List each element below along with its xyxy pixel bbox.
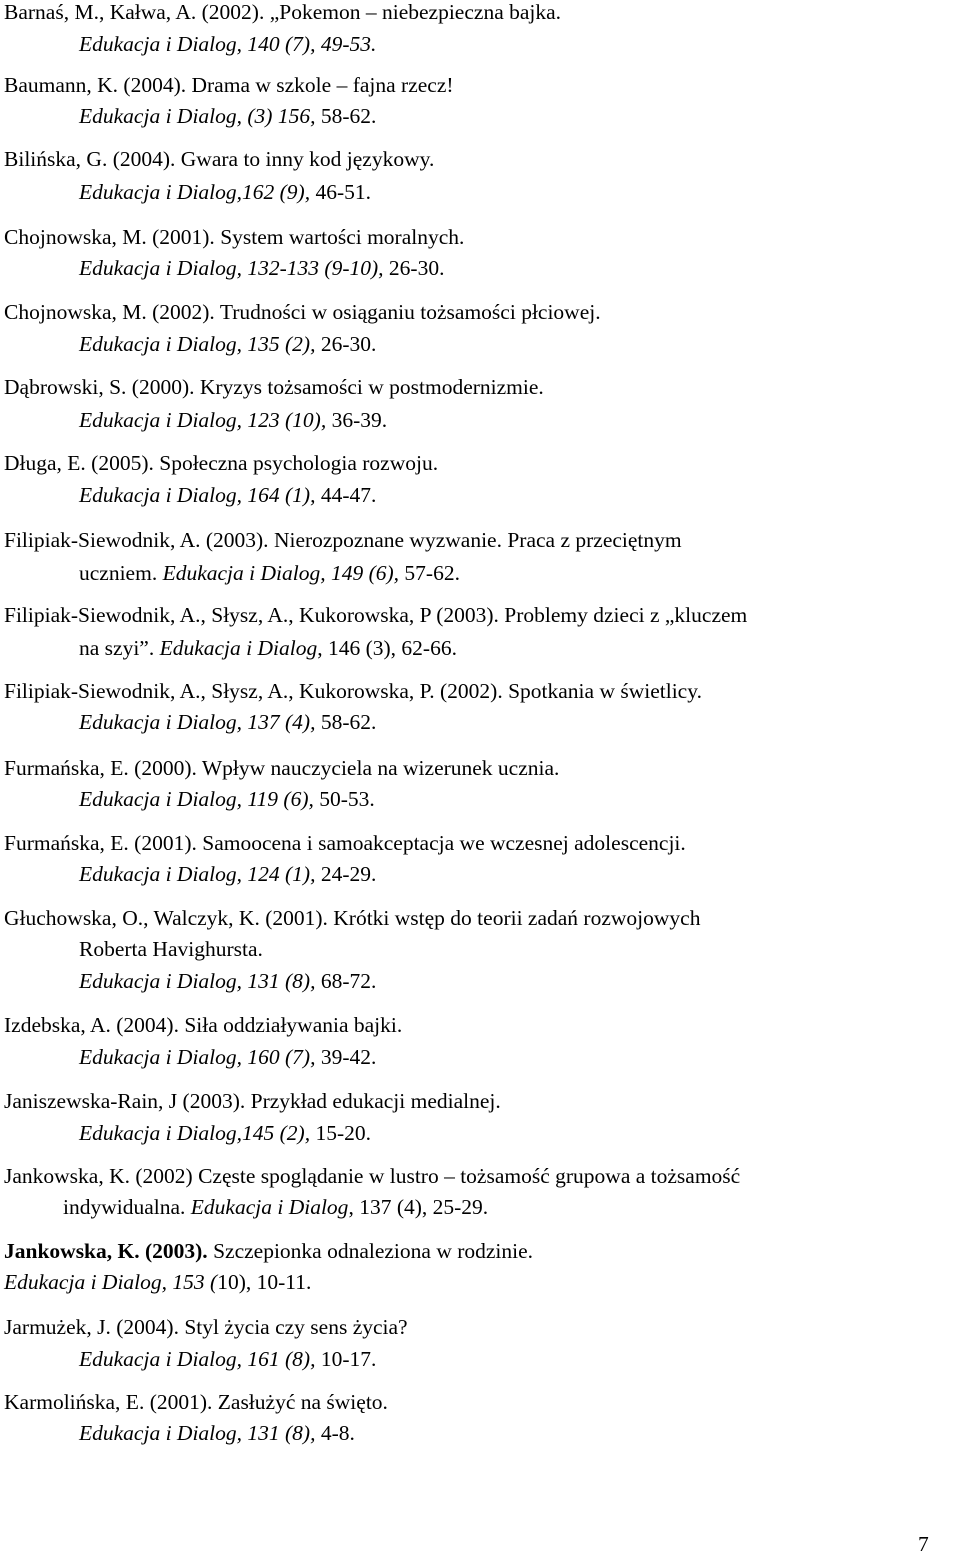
reference-8-line-2: uczniem. Edukacja i Dialog, 149 (6), 57-62. <box>79 561 460 585</box>
reference-4-line-1: Chojnowska, M. (2001). System wartości moralnych. <box>4 225 465 249</box>
reference-6-line-1: Dąbrowski, S. (2000). Kryzys tożsamości w postmodernizmie. <box>4 375 544 399</box>
reference-19-line-1: Karmolińska, E. (2001). Zasłużyć na święto. <box>4 1390 388 1414</box>
reference-3-line-1: Bilińska, G. (2004). Gwara to inny kod językowy. <box>4 147 435 171</box>
reference-9-line-2: na szyi”. Edukacja i Dialog, 146 (3), 62-66. <box>79 636 457 660</box>
reference-1-line-2: Edukacja i Dialog, 140 (7), 49-53. <box>79 32 377 56</box>
reference-18-line-2: Edukacja i Dialog, 161 (8), 10-17. <box>79 1347 377 1371</box>
reference-16-line-1: Jankowska, K. (2002) Częste spoglądanie w lustro – tożsamość grupowa a tożsamość <box>4 1164 741 1188</box>
reference-1-line-1: Barnaś, M., Kałwa, A. (2002). „Pokemon – niebezpieczna bajka. <box>4 0 562 24</box>
reference-13-line-2: Roberta Havighursta. <box>79 937 263 961</box>
reference-15-line-1: Janiszewska-Rain, J (2003). Przykład edukacji medialnej. <box>4 1089 501 1113</box>
reference-13-line-3: Edukacja i Dialog, 131 (8), 68-72. <box>79 969 377 993</box>
reference-5-line-2: Edukacja i Dialog, 135 (2), 26-30. <box>79 332 377 356</box>
reference-12-line-2: Edukacja i Dialog, 124 (1), 24-29. <box>79 862 377 886</box>
reference-18-line-1: Jarmużek, J. (2004). Styl życia czy sens życia? <box>4 1315 408 1339</box>
reference-17-line-1: Jankowska, K. (2003). Szczepionka odnaleziona w rodzinie. <box>4 1239 534 1263</box>
reference-12-line-1: Furmańska, E. (2001). Samoocena i samoakceptacja we wczesnej adolescencji. <box>4 831 686 855</box>
reference-2-line-2: Edukacja i Dialog, (3) 156, 58-62. <box>79 104 377 128</box>
reference-6-line-2: Edukacja i Dialog, 123 (10), 36-39. <box>79 408 388 432</box>
reference-13-line-1: Głuchowska, O., Walczyk, K. (2001). Krótki wstęp do teorii zadań rozwojowych <box>4 906 701 930</box>
reference-17-line-2: Edukacja i Dialog, 153 (10), 10-11. <box>4 1270 312 1294</box>
reference-4-line-2: Edukacja i Dialog, 132-133 (9-10), 26-30. <box>79 256 445 280</box>
reference-10-line-1: Filipiak-Siewodnik, A., Słysz, A., Kukorowska, P. (2002). Spotkania w świetlicy. <box>4 679 702 703</box>
reference-5-line-1: Chojnowska, M. (2002). Trudności w osiąganiu tożsamości płciowej. <box>4 300 601 324</box>
reference-14-line-2: Edukacja i Dialog, 160 (7), 39-42. <box>79 1045 377 1069</box>
reference-7-line-2: Edukacja i Dialog, 164 (1), 44-47. <box>79 483 377 507</box>
page-number: 7 <box>918 1532 929 1556</box>
reference-7-line-1: Długa, E. (2005). Społeczna psychologia rozwoju. <box>4 451 439 475</box>
reference-11-line-1: Furmańska, E. (2000). Wpływ nauczyciela na wizerunek ucznia. <box>4 756 560 780</box>
reference-14-line-1: Izdebska, A. (2004). Siła oddziaływania bajki. <box>4 1013 403 1037</box>
reference-11-line-2: Edukacja i Dialog, 119 (6), 50-53. <box>79 787 375 811</box>
reference-9-line-1: Filipiak-Siewodnik, A., Słysz, A., Kukorowska, P (2003). Problemy dzieci z „kluczem <box>4 603 748 627</box>
reference-16-line-2: indywidualna. Edukacja i Dialog, 137 (4), 25-29. <box>63 1195 489 1219</box>
reference-10-line-2: Edukacja i Dialog, 137 (4), 58-62. <box>79 710 377 734</box>
reference-15-line-2: Edukacja i Dialog,145 (2), 15-20. <box>79 1121 372 1145</box>
reference-8-line-1: Filipiak-Siewodnik, A. (2003). Nierozpoznane wyzwanie. Praca z przeciętnym <box>4 528 682 552</box>
reference-19-line-2: Edukacja i Dialog, 131 (8), 4-8. <box>79 1421 355 1445</box>
reference-2-line-1: Baumann, K. (2004). Drama w szkole – fajna rzecz! <box>4 73 454 97</box>
reference-3-line-2: Edukacja i Dialog,162 (9), 46-51. <box>79 180 372 204</box>
